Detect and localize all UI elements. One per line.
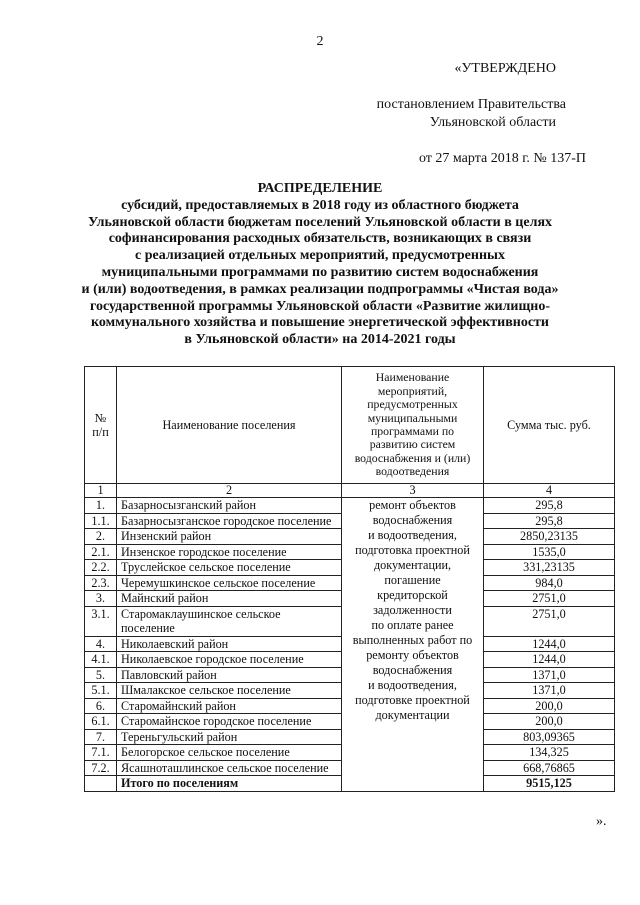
- title-line: муниципальными программами по развитию систем водоснабжения: [101, 264, 539, 280]
- row-number: 2.: [85, 529, 117, 545]
- description-line: документации: [375, 708, 450, 722]
- description-line: ремонту объектов: [366, 648, 459, 662]
- row-number: 6.: [85, 698, 117, 714]
- subsidy-sum: 668,76865: [484, 760, 615, 776]
- total-label: Итого по поселениям: [117, 776, 342, 792]
- title-line: с реализацией отдельных мероприятий, предусмотренных: [135, 248, 505, 264]
- description-line: водоснабжения: [372, 513, 453, 527]
- settlement-name: Базарносызганское городское поселение: [117, 513, 342, 529]
- document-title: [70, 181, 570, 349]
- row-number: 4.1.: [85, 652, 117, 668]
- measures-description: [342, 498, 484, 792]
- subsidy-sum: 2751,0: [484, 591, 615, 607]
- row-number: 7.: [85, 729, 117, 745]
- description-line: кредиторской: [377, 588, 448, 602]
- settlement-name: Старомайнское городское поселение: [117, 714, 342, 730]
- header-name: Наименование поселения: [117, 367, 342, 484]
- col-number: 1: [85, 484, 117, 498]
- title-line: государственной программы Ульяновской области «Развитие жилищно-: [89, 298, 551, 314]
- title-line: Ульяновской области бюджетам поселений Ульяновской области в целях: [87, 214, 553, 230]
- row-number: 1.: [85, 498, 117, 514]
- approval-decree: [377, 96, 566, 132]
- subsidy-sum: 134,325: [484, 745, 615, 761]
- row-number: 6.1.: [85, 714, 117, 730]
- title-heading: РАСПРЕДЕЛЕНИЕ: [257, 181, 383, 196]
- row-number: 2.2.: [85, 560, 117, 576]
- settlement-name: Ясашноташлинское сельское поселение: [117, 760, 342, 776]
- subsidy-sum: 200,0: [484, 698, 615, 714]
- settlement-name: Труслейское сельское поселение: [117, 560, 342, 576]
- subsidy-sum: 803,09365: [484, 729, 615, 745]
- row-number: 1.1.: [85, 513, 117, 529]
- settlement-name: Павловский район: [117, 667, 342, 683]
- row-number: 3.1.: [85, 606, 117, 636]
- total-sum: 9515,125: [484, 776, 615, 792]
- settlement-name: Инзенское городское поселение: [117, 544, 342, 560]
- header-row: [85, 367, 615, 484]
- description-line: задолженности: [373, 603, 452, 617]
- description-line: подготовка проектной: [355, 543, 470, 557]
- decree-line-2: Ульяновской области: [429, 115, 556, 130]
- description-line: по оплате ранее: [371, 618, 454, 632]
- title-line: субсидий, предоставляемых в 2018 году из областного бюджета: [121, 197, 519, 213]
- settlement-name: Старомаклаушинское сельское поселение: [117, 606, 342, 636]
- closing-quote: ».: [596, 814, 607, 829]
- subsidy-sum: 2751,0: [484, 606, 615, 636]
- row-number: 2.1.: [85, 544, 117, 560]
- total-empty-cell: [85, 776, 117, 792]
- subsidy-sum: 1371,0: [484, 667, 615, 683]
- decree-line-1: постановлением Правительства: [376, 97, 566, 112]
- table-row: [85, 498, 615, 514]
- title-line: коммунального хозяйства и повышение энергетической эффективности: [91, 315, 549, 331]
- row-number: 5.: [85, 667, 117, 683]
- title-line: и (или) водоотведения, в рамках реализации подпрограммы «Чистая вода»: [81, 281, 559, 297]
- row-number: 5.1.: [85, 683, 117, 699]
- settlement-name: Базарносызганский район: [117, 498, 342, 514]
- title-line: в Ульяновской области» на 2014-2021 годы: [184, 332, 456, 348]
- subsidy-sum: 2850,23135: [484, 529, 615, 545]
- settlement-name: Черемушкинское сельское поселение: [117, 575, 342, 591]
- subsidy-sum: 1244,0: [484, 652, 615, 668]
- row-number: 2.3.: [85, 575, 117, 591]
- row-number: 7.2.: [85, 760, 117, 776]
- title-line: софинансирования расходных обязательств, возникающих в связи: [108, 231, 532, 247]
- approval-stamp: «УТВЕРЖДЕНО: [454, 61, 556, 76]
- settlement-name: Николаевский район: [117, 636, 342, 652]
- settlement-name: Майнский район: [117, 591, 342, 607]
- subsidy-sum: 200,0: [484, 714, 615, 730]
- description-line: водоснабжения: [372, 663, 453, 677]
- description-line: подготовке проектной: [355, 693, 470, 707]
- col-number: 2: [117, 484, 342, 498]
- settlement-name: Николаевское городское поселение: [117, 652, 342, 668]
- description-line: выполненных работ по: [352, 633, 473, 647]
- page-number: 2: [316, 34, 324, 49]
- settlement-name: Тереньгульский район: [117, 729, 342, 745]
- description-line: ремонт объектов: [369, 498, 456, 512]
- column-number-row: [85, 484, 615, 498]
- header-measures: Наименование мероприятий, предусмотренных муниципальными программами по развитию систем водоснабжения и (или) водоотведения: [342, 367, 484, 484]
- subsidy-table: [84, 366, 615, 792]
- header-sum: Сумма тыс. руб.: [484, 367, 615, 484]
- subsidy-sum: 1371,0: [484, 683, 615, 699]
- subsidy-sum: 1244,0: [484, 636, 615, 652]
- row-number: 4.: [85, 636, 117, 652]
- description-line: и водоотведения,: [368, 528, 457, 542]
- col-number: 4: [484, 484, 615, 498]
- settlement-name: Шмалакское сельское поселение: [117, 683, 342, 699]
- row-number: 3.: [85, 591, 117, 607]
- settlement-name: Белогорское сельское поселение: [117, 745, 342, 761]
- subsidy-sum: 295,8: [484, 513, 615, 529]
- description-line: погашение: [384, 573, 441, 587]
- subsidy-sum: 295,8: [484, 498, 615, 514]
- description-line: и водоотведения,: [368, 678, 457, 692]
- approval-date: от 27 марта 2018 г. № 137-П: [418, 151, 586, 166]
- description-line: документации,: [373, 558, 452, 572]
- settlement-name: Инзенский район: [117, 529, 342, 545]
- settlement-name: Старомайнский район: [117, 698, 342, 714]
- col-number: 3: [342, 484, 484, 498]
- subsidy-sum: 331,23135: [484, 560, 615, 576]
- row-number: 7.1.: [85, 745, 117, 761]
- subsidy-sum: 984,0: [484, 575, 615, 591]
- subsidy-sum: 1535,0: [484, 544, 615, 560]
- header-no: № п/п: [85, 367, 117, 484]
